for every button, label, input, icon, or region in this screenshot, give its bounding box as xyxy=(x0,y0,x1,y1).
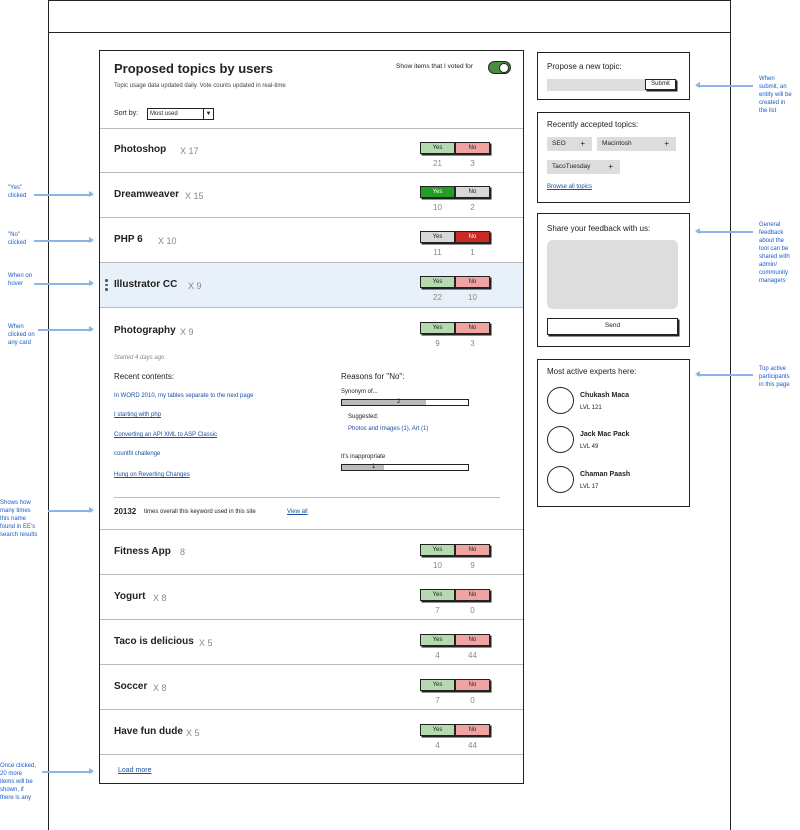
feedback-card xyxy=(537,213,690,347)
no-button[interactable]: No xyxy=(455,679,490,691)
accepted-topics-card xyxy=(537,112,690,203)
note-top-active: Top active participants in this page xyxy=(759,366,790,388)
arrow-icon xyxy=(48,510,92,512)
topic-name: Soccer xyxy=(114,681,148,692)
no-button[interactable]: No xyxy=(455,322,490,334)
send-button[interactable]: Send xyxy=(547,318,678,335)
no-button[interactable]: No xyxy=(455,724,490,736)
topic-row[interactable] xyxy=(100,218,523,263)
chevron-down-icon: ▼ xyxy=(203,109,213,119)
recent-link[interactable]: countfil challenge xyxy=(114,451,161,457)
yes-button[interactable]: Yes xyxy=(420,322,455,334)
tag-label: SEO xyxy=(552,140,566,147)
topic-count: X 15 xyxy=(185,191,204,201)
arrow-icon xyxy=(34,240,92,242)
topic-name: Fitness App xyxy=(114,546,171,557)
arrow-icon xyxy=(697,374,753,376)
inappropriate-bar-fill xyxy=(342,465,384,470)
recent-link[interactable]: Hung on Reverting Changes xyxy=(114,472,190,478)
topic-count: 8 xyxy=(180,547,186,557)
note-once-clicked: Once clicked, 20 more items will be shown, if there is any xyxy=(0,763,37,801)
topic-row[interactable] xyxy=(100,530,523,575)
expert-level: LVL 17 xyxy=(580,484,599,490)
recent-link[interactable]: Converting an API XML to ASP Classic xyxy=(114,432,218,438)
no-count: 44 xyxy=(468,651,477,660)
topic-name: Photography xyxy=(114,325,176,336)
suggested-label: Suggested: xyxy=(348,414,379,420)
topic-name: Dreamweaver xyxy=(114,189,180,200)
no-count: 3 xyxy=(470,339,475,348)
yes-button[interactable]: Yes xyxy=(420,724,455,736)
note-when-submit: When submit, an entity will be created in the list xyxy=(759,76,792,114)
reasons-title: Reasons for "No": xyxy=(341,372,405,381)
topic-row[interactable] xyxy=(100,129,523,173)
expert-name[interactable]: Chaman Paash xyxy=(580,471,631,478)
arrow-icon xyxy=(34,194,92,196)
topic-name: Photoshop xyxy=(114,144,167,155)
topic-row[interactable] xyxy=(100,173,523,218)
topic-row-hover[interactable] xyxy=(100,263,523,308)
divider xyxy=(114,497,500,498)
sort-value: Most used xyxy=(150,111,178,117)
topic-row[interactable] xyxy=(100,710,523,755)
note-yes-clicked: "Yes" clicked xyxy=(8,185,27,199)
arrow-icon xyxy=(697,231,753,233)
note-general-feedback: General feedback about the tool can be shared with admin/ community managers xyxy=(759,222,790,284)
topic-row[interactable] xyxy=(100,665,523,710)
no-count: 0 xyxy=(470,606,475,615)
yes-count: 4 xyxy=(435,741,440,750)
topic-row[interactable] xyxy=(100,620,523,665)
experts-title: Most active experts here: xyxy=(547,367,637,376)
synonym-bar-fill xyxy=(342,400,426,405)
yes-button[interactable]: Yes xyxy=(420,276,455,288)
arrow-icon xyxy=(34,283,92,285)
topic-row-expanded[interactable] xyxy=(100,308,523,530)
experts-card xyxy=(537,359,690,507)
yes-count: 11 xyxy=(433,248,442,257)
no-button[interactable]: No xyxy=(455,634,490,646)
topic-count: X 5 xyxy=(199,638,213,648)
topic-name: Have fun dude xyxy=(114,726,183,737)
topic-count: X 10 xyxy=(158,236,177,246)
suggested-links[interactable]: Photos and Images (1), Art (1) xyxy=(348,426,429,432)
yes-button[interactable]: Yes xyxy=(420,186,455,198)
toggle-label: Show items that I voted for xyxy=(396,63,473,70)
sort-label: Sort by: xyxy=(114,110,139,117)
subtitle: Topic usage data updated daily. Vote counts updated in real-time xyxy=(114,83,286,89)
inappropriate-bar xyxy=(341,464,469,471)
yes-count: 10 xyxy=(433,203,442,212)
topic-name: Yogurt xyxy=(114,591,146,602)
tag-label: Macintosh xyxy=(602,140,632,147)
inappropriate-label: It's inappropriate xyxy=(341,454,386,460)
no-count: 9 xyxy=(470,561,475,570)
inappropriate-count: 1 xyxy=(372,464,376,470)
feedback-textarea[interactable] xyxy=(547,240,678,309)
topic-row[interactable] xyxy=(100,575,523,620)
feedback-title: Share your feedback with us: xyxy=(547,224,651,233)
load-more-link[interactable]: Load more xyxy=(118,767,152,774)
browse-all-link[interactable]: Browse all topics xyxy=(547,184,593,190)
expert-level: LVL 49 xyxy=(580,444,599,450)
topic-name: Illustrator CC xyxy=(114,279,178,290)
sort-select[interactable] xyxy=(147,108,214,120)
started-text: Started 4 days ago xyxy=(114,355,165,361)
yes-count: 10 xyxy=(433,561,442,570)
accepted-title: Recently accepted topics: xyxy=(547,120,639,129)
note-hover: When on hover xyxy=(8,273,33,287)
topic-count: X 9 xyxy=(180,327,194,337)
yes-button[interactable]: Yes xyxy=(420,231,455,243)
yes-button[interactable]: Yes xyxy=(420,589,455,601)
drag-handle-icon[interactable] xyxy=(105,279,109,293)
synonym-label: Synonym of... xyxy=(341,389,378,395)
topic-count: X 9 xyxy=(188,281,202,291)
yes-count: 21 xyxy=(433,159,442,168)
accepted-tag[interactable] xyxy=(597,137,676,151)
note-shows-how: Shows how many times this name found in EE's search results xyxy=(0,500,38,538)
no-button[interactable]: No xyxy=(455,231,490,243)
recent-link[interactable]: I starting with php xyxy=(114,412,162,418)
synonym-bar xyxy=(341,399,469,406)
usage-count: 20132 xyxy=(114,507,137,516)
avatar[interactable] xyxy=(547,466,574,493)
no-count: 44 xyxy=(468,741,477,750)
yes-count: 9 xyxy=(435,339,440,348)
topic-count: X 17 xyxy=(180,146,199,156)
synonym-count: 2 xyxy=(397,399,401,405)
accepted-tag[interactable] xyxy=(547,160,620,174)
topic-name: PHP 6 xyxy=(114,234,143,245)
plus-icon[interactable]: + xyxy=(608,162,613,171)
card-header xyxy=(100,51,523,129)
expert-name[interactable]: Chukash Maca xyxy=(580,392,630,399)
no-button[interactable]: No xyxy=(455,276,490,288)
no-button[interactable]: No xyxy=(455,544,490,556)
note-clicked-card: When clicked on any card xyxy=(8,324,35,346)
plus-icon[interactable]: + xyxy=(664,139,669,148)
arrow-icon xyxy=(42,771,92,773)
recent-link[interactable]: In WORD 2010, my tables separate to the next page xyxy=(114,393,254,399)
no-button[interactable]: No xyxy=(455,142,490,154)
arrow-icon xyxy=(697,85,753,87)
view-all-link[interactable]: View all xyxy=(287,509,308,515)
yes-button[interactable]: Yes xyxy=(420,142,455,154)
arrow-icon xyxy=(38,329,92,331)
topic-count: X 8 xyxy=(153,683,167,693)
yes-button[interactable]: Yes xyxy=(420,544,455,556)
avatar[interactable] xyxy=(547,387,574,414)
top-bar xyxy=(48,0,731,33)
no-count: 3 xyxy=(470,159,475,168)
topic-count: X 8 xyxy=(153,593,167,603)
no-count: 2 xyxy=(470,203,475,212)
no-count: 10 xyxy=(468,293,477,302)
yes-button[interactable]: Yes xyxy=(420,634,455,646)
propose-topic-card xyxy=(537,52,690,100)
expert-name[interactable]: Jack Mac Pack xyxy=(580,431,630,438)
recent-contents-title: Recent contents: xyxy=(114,372,175,381)
avatar[interactable] xyxy=(547,426,574,453)
usage-text: times overall this keyword used in this site xyxy=(144,509,256,515)
note-no-clicked: "No" clicked xyxy=(8,232,27,246)
propose-title: Propose a new topic: xyxy=(547,62,622,71)
yes-count: 4 xyxy=(435,651,440,660)
page-title: Proposed topics by users xyxy=(114,61,273,76)
expert-level: LVL 121 xyxy=(580,405,602,411)
topic-count: X 5 xyxy=(186,728,200,738)
yes-count: 7 xyxy=(435,696,440,705)
voted-toggle[interactable] xyxy=(488,61,511,74)
no-button[interactable]: No xyxy=(455,186,490,198)
yes-button[interactable]: Yes xyxy=(420,679,455,691)
submit-button[interactable]: Submit xyxy=(645,79,676,90)
accepted-tag[interactable] xyxy=(547,137,592,151)
no-count: 1 xyxy=(470,248,475,257)
proposed-topics-card xyxy=(99,50,524,784)
topic-name: Taco is delicious xyxy=(114,636,194,647)
no-count: 0 xyxy=(470,696,475,705)
plus-icon[interactable]: + xyxy=(580,139,585,148)
yes-count: 7 xyxy=(435,606,440,615)
tag-label: TacoTuesday xyxy=(552,163,591,170)
yes-count: 22 xyxy=(433,293,442,302)
no-button[interactable]: No xyxy=(455,589,490,601)
